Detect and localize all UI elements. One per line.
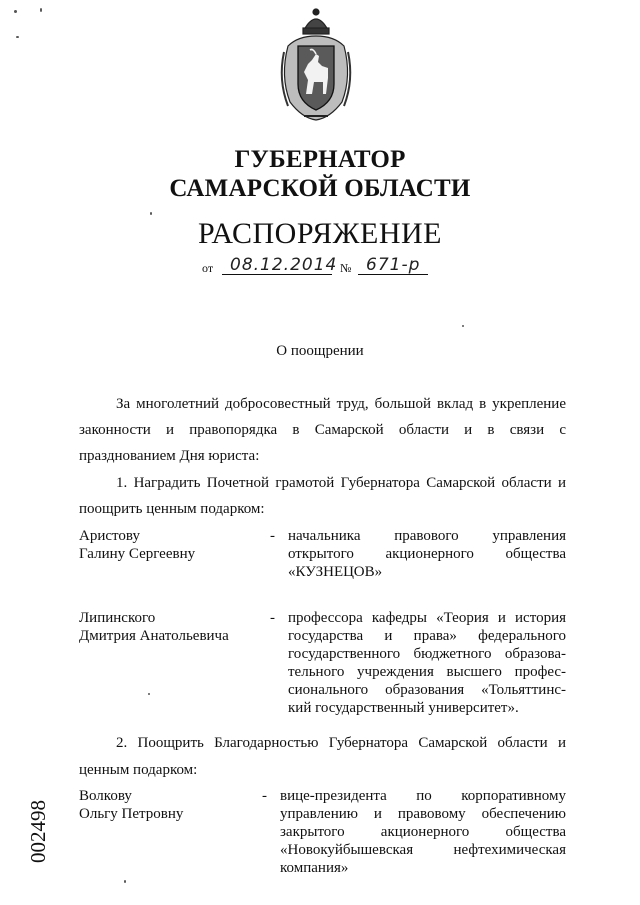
person-surname: Аристову — [79, 528, 140, 544]
person-name — [79, 527, 259, 563]
person-surname: Волкову — [79, 788, 132, 804]
description-line: «Новокуйбышевская нефтехимическая — [280, 842, 566, 858]
scan-speck — [462, 325, 464, 327]
scan-speck — [14, 10, 17, 13]
person-name — [79, 609, 259, 645]
scan-speck — [40, 8, 42, 12]
section2-line-2: ценным подарком: — [79, 762, 198, 778]
date-label: от — [202, 261, 214, 275]
document-type-title: РАСПОРЯЖЕНИЕ — [197, 217, 443, 250]
description-line: профессора кафедры «Теория и история — [288, 610, 566, 626]
scan-speck — [124, 880, 126, 883]
intro-line-2: законности и правопорядка в Самарской области и в связи с — [79, 422, 566, 438]
org-title-line1: ГУБЕРНАТОР — [234, 146, 406, 173]
intro-line-3: празднованием Дня юриста: — [79, 448, 260, 464]
scan-speck — [150, 212, 152, 215]
person-surname: Липинского — [79, 610, 156, 626]
section2-line-1: 2. Поощрить Благодарностью Губернатора Самарской области и — [116, 735, 566, 751]
person-given-names: Дмитрия Анатольевича — [79, 628, 229, 644]
person-given-names: Галину Сергеевну — [79, 546, 196, 562]
description-line: сионального образования «Тольяттинс- — [288, 682, 566, 698]
description-line: управлению и правовому обеспечению — [280, 806, 566, 822]
scan-speck — [148, 693, 150, 695]
description-line: открытого акционерного общества — [288, 546, 566, 562]
description-line: кий государственный университет». — [288, 700, 519, 716]
margin-stamp-text: 002498 — [26, 800, 50, 863]
margin-stamp-number — [25, 775, 51, 865]
number-label: № — [340, 261, 352, 275]
person-description — [280, 787, 566, 877]
scan-speck — [16, 36, 19, 38]
description-line: вице-президента по корпоративному — [280, 788, 566, 804]
dash-separator: - — [270, 528, 275, 544]
description-line: государства и права» федерального — [288, 628, 566, 644]
section1-line-2: поощрить ценным подарком: — [79, 501, 265, 517]
dash-separator: - — [262, 788, 267, 804]
document-subject: О поощрении — [276, 343, 364, 359]
section1-line-1: 1. Наградить Почетной грамотой Губернатора Самарской области и — [116, 475, 566, 491]
date-number-line — [200, 254, 440, 278]
intro-line-1: За многолетний добросовестный труд, большой вклад в укрепление — [116, 396, 566, 412]
person-description — [288, 609, 566, 717]
person-given-names: Ольгу Петровну — [79, 806, 184, 822]
description-line: «КУЗНЕЦОВ» — [288, 564, 383, 580]
number-handwritten: 671-р — [366, 255, 421, 275]
date-handwritten: 08.12.2014 — [230, 255, 338, 275]
person-name — [79, 787, 259, 823]
org-title-line2: САМАРСКОЙ ОБЛАСТИ — [169, 175, 471, 202]
coat-of-arms-emblem — [276, 6, 356, 124]
description-line: тельного учреждения высшего профес- — [288, 664, 566, 680]
person-description — [288, 527, 566, 581]
description-line: компания» — [280, 860, 349, 876]
dash-separator: - — [270, 610, 275, 626]
description-line: закрытого акционерного общества — [280, 824, 566, 840]
description-line: государственного бюджетного образова- — [288, 646, 566, 662]
description-line: начальника правового управления — [288, 528, 566, 544]
